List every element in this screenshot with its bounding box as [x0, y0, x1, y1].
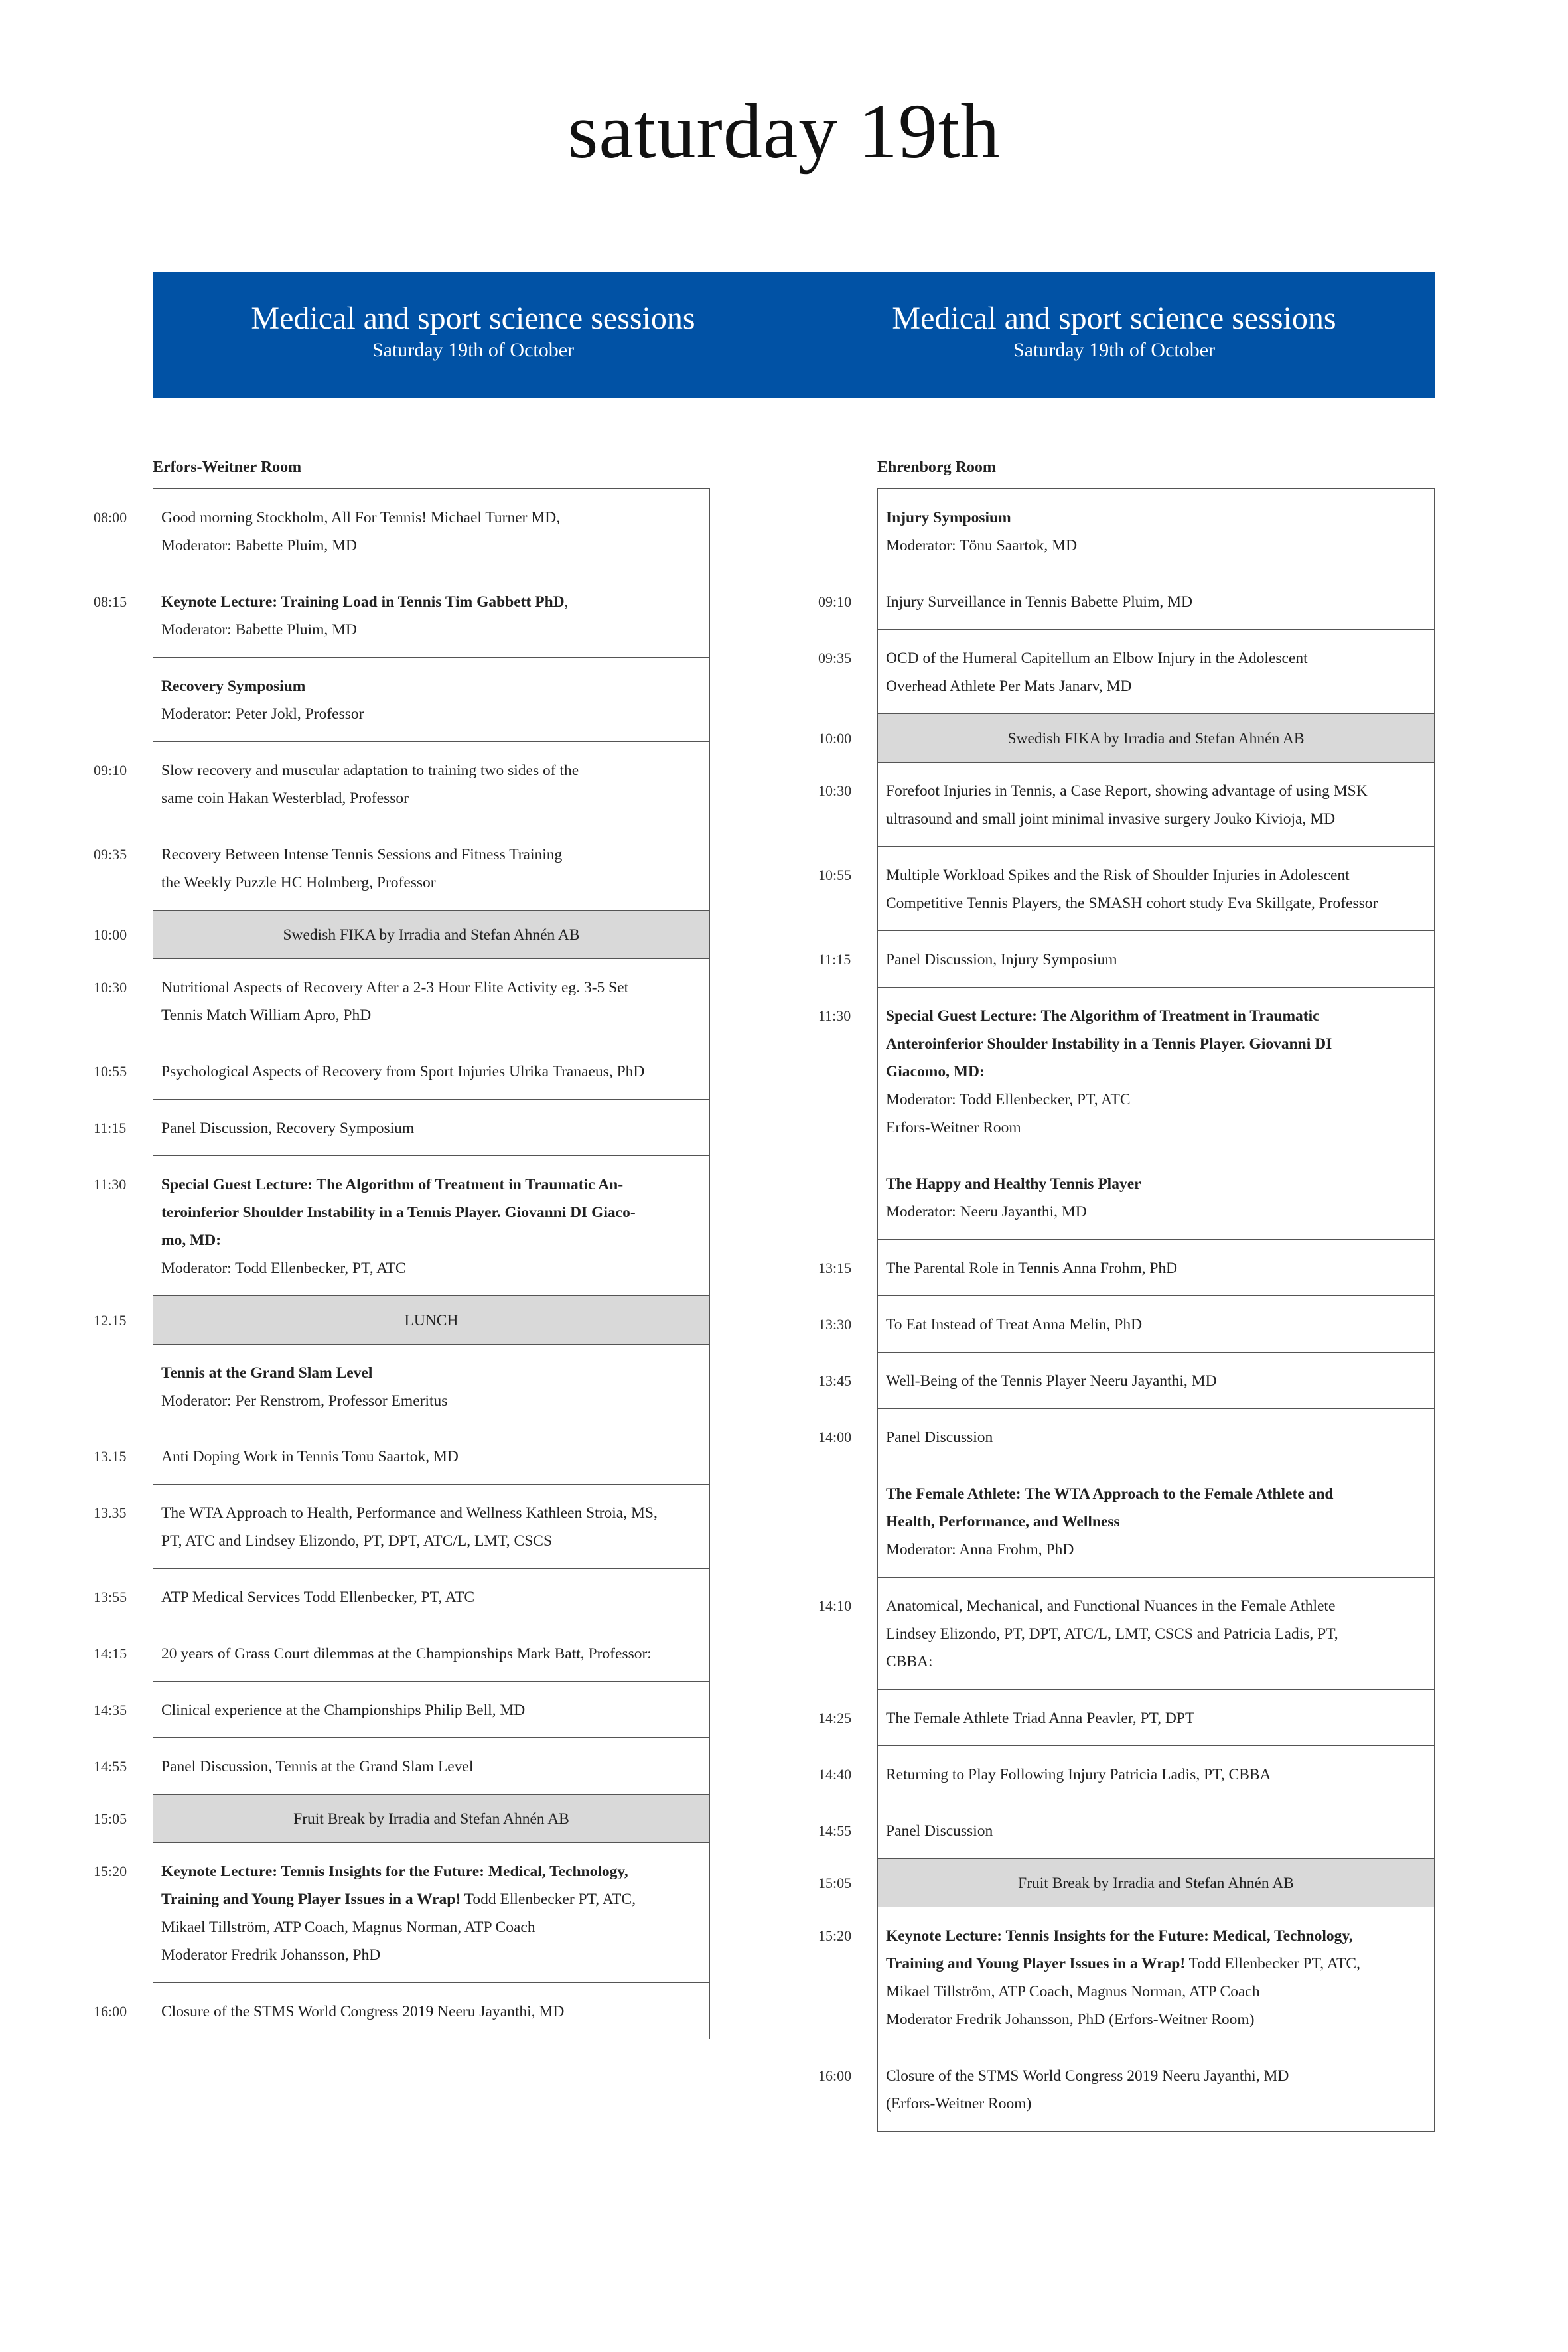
session-time: 14:10 — [818, 1597, 852, 1614]
session-time: 10:55 — [94, 1063, 127, 1080]
session-title: Giacomo, MD: — [886, 1063, 985, 1080]
session-line — [161, 1805, 701, 1833]
room-name: Ehrenborg Room — [877, 459, 996, 476]
session-title: Special Guest Lecture: The Algorithm of Treatment in Traumatic — [886, 1007, 1320, 1025]
schedule-row — [818, 987, 1434, 1155]
banner-right — [794, 300, 1435, 364]
session-title: Special Guest Lecture: The Algorithm of Treatment in Traumatic An- — [161, 1176, 624, 1193]
break-row — [818, 1858, 1434, 1907]
session-line — [886, 1704, 1426, 1732]
session-time: 09:35 — [818, 650, 852, 666]
session-line — [161, 616, 701, 644]
schedule-row — [818, 2047, 1434, 2131]
session-text: Overhead Athlete Per Mats Janarv, MD — [886, 678, 1132, 695]
session-line — [886, 1817, 1426, 1845]
session-text: The WTA Approach to Health, Performance and Wellness Kathleen Stroia, MS, — [161, 1505, 658, 1522]
session-time: 10:55 — [818, 867, 852, 883]
session-text: Good morning Stockholm, All For Tennis! Michael Turner MD, — [161, 509, 561, 526]
schedule-row — [94, 1982, 709, 2039]
schedule-table — [818, 488, 1435, 2132]
session-title: Training and Young Player Issues in a Wrap! — [886, 1955, 1186, 1972]
session-line — [161, 1058, 701, 1086]
session-line — [886, 1922, 1426, 1950]
schedule-row — [818, 1689, 1434, 1745]
session-line — [886, 1058, 1426, 1086]
session-text: Tennis Match William Apro, PhD — [161, 1007, 372, 1024]
banner-right-subtitle: Saturday 19th of October — [1013, 339, 1216, 361]
session-line — [161, 1499, 701, 1527]
schedule-row — [818, 1745, 1434, 1802]
session-line — [886, 532, 1426, 559]
session-time: 09:10 — [818, 593, 852, 610]
session-text: Todd Ellenbecker PT, ATC, — [461, 1891, 636, 1908]
session-title: Keynote Lecture: Tennis Insights for the Future: Medical, Technology, — [161, 1863, 628, 1880]
session-text: Panel Discussion, Injury Symposium — [886, 951, 1117, 968]
session-title: Recovery Symposium — [161, 678, 306, 695]
schedule-row — [153, 1344, 709, 1428]
session-title: The Female Athlete: The WTA Approach to the Female Athlete and — [886, 1485, 1334, 1503]
session-text: Anatomical, Mechanical, and Functional Nuances in the Female Athlete — [886, 1597, 1336, 1615]
session-title: Training and Young Player Issues in a Wrap! — [161, 1891, 461, 1908]
session-time: 12.15 — [94, 1312, 127, 1329]
session-text: Moderator: Per Renstrom, Professor Emeritus — [161, 1392, 448, 1410]
left-column — [93, 457, 710, 2039]
session-text: The Parental Role in Tennis Anna Frohm, PhD — [886, 1260, 1178, 1277]
session-text: Panel Discussion, Tennis at the Grand Slam Level — [161, 1758, 474, 1775]
session-text: Injury Surveillance in Tennis Babette Pluim, MD — [886, 593, 1192, 611]
session-time: 09:35 — [94, 846, 127, 863]
schedule-row — [94, 1568, 709, 1625]
session-line — [161, 672, 701, 700]
session-line — [161, 1885, 701, 1913]
session-line — [886, 1480, 1426, 1508]
schedule-row — [94, 1842, 709, 1982]
schedule-row — [818, 629, 1434, 713]
session-line — [161, 1583, 701, 1611]
schedule-row — [94, 741, 709, 826]
session-time: 13.35 — [94, 1505, 127, 1521]
session-text: ATP Medical Services Todd Ellenbecker, PT, ATC — [161, 1589, 475, 1606]
schedule-row — [818, 1352, 1434, 1408]
session-text: (Erfors-Weitner Room) — [886, 2095, 1032, 2112]
session-text: Panel Discussion — [886, 1429, 993, 1446]
session-text: Clinical experience at the Championships Philip Bell, MD — [161, 1702, 526, 1719]
session-text: LUNCH — [404, 1312, 459, 1329]
session-time: 15:20 — [94, 1863, 127, 1879]
session-text: Closure of the STMS World Congress 2019 Neeru Jayanthi, MD — [886, 2067, 1289, 2085]
session-text: PT, ATC and Lindsey Elizondo, PT, DPT, ATC/L, LMT, CSCS — [161, 1532, 553, 1550]
session-line — [886, 1002, 1426, 1030]
session-line — [161, 1307, 701, 1335]
session-line — [161, 1527, 701, 1555]
session-time: 10:30 — [818, 782, 852, 799]
session-text: , — [564, 593, 569, 611]
session-line — [161, 1254, 701, 1282]
session-title: Tennis at the Grand Slam Level — [161, 1364, 373, 1382]
session-text: Swedish FIKA by Irradia and Stefan Ahnén AB — [1007, 730, 1305, 747]
session-time: 14:55 — [818, 1822, 852, 1839]
session-text: Fruit Break by Irradia and Stefan Ahnén AB — [1018, 1875, 1294, 1892]
session-line — [161, 1753, 701, 1781]
session-time: 11:30 — [818, 1007, 851, 1024]
session-line — [886, 2006, 1426, 2033]
session-line — [886, 725, 1426, 753]
session-title: Keynote Lecture: Training Load in Tennis Tim Gabbett PhD — [161, 593, 565, 611]
session-line — [161, 1998, 701, 2025]
schedule-row — [818, 930, 1434, 987]
session-line — [886, 1030, 1426, 1058]
session-time: 14:40 — [818, 1766, 852, 1783]
schedule-row — [818, 1907, 1434, 2047]
session-text: Moderator: Babette Pluim, MD — [161, 537, 358, 554]
schedule-row — [94, 958, 709, 1043]
session-line — [886, 644, 1426, 672]
session-text: Anti Doping Work in Tennis Tonu Saartok, MD — [161, 1448, 459, 1465]
schedule-row — [818, 1408, 1434, 1465]
session-line — [886, 1536, 1426, 1564]
banner-left — [153, 300, 794, 364]
schedule-row — [94, 826, 709, 910]
schedule-row — [818, 1577, 1434, 1689]
session-line — [886, 504, 1426, 532]
session-time: 08:15 — [94, 593, 127, 610]
session-line — [886, 1086, 1426, 1114]
session-line — [161, 757, 701, 784]
session-time: 14:35 — [94, 1702, 127, 1718]
break-row — [818, 713, 1434, 762]
schedule-row — [878, 1155, 1434, 1239]
session-line — [161, 921, 701, 949]
schedule-row — [94, 1737, 709, 1794]
session-line — [161, 1443, 701, 1471]
session-text: the Weekly Puzzle HC Holmberg, Professor — [161, 874, 436, 891]
session-time: 11:15 — [94, 1120, 127, 1136]
session-text: Moderator: Babette Pluim, MD — [161, 621, 358, 638]
session-time: 11:30 — [94, 1176, 127, 1193]
session-line — [886, 946, 1426, 974]
session-text: Closure of the STMS World Congress 2019 Neeru Jayanthi, MD — [161, 2003, 565, 2020]
session-title: The Happy and Healthy Tennis Player — [886, 1175, 1141, 1193]
session-line — [161, 1171, 701, 1199]
schedule-row — [878, 489, 1434, 573]
schedule-row — [878, 1465, 1434, 1577]
session-line — [886, 2062, 1426, 2090]
session-line — [886, 777, 1426, 805]
page-title: saturday 19th — [567, 88, 1001, 175]
session-text: Panel Discussion, Recovery Symposium — [161, 1120, 415, 1137]
session-line — [886, 1424, 1426, 1451]
session-line — [161, 588, 701, 616]
session-text: The Female Athlete Triad Anna Peavler, PT, DPT — [886, 1710, 1195, 1727]
banner-right-title: Medical and sport science sessions — [892, 301, 1336, 336]
session-text: Well-Being of the Tennis Player Neeru Jayanthi, MD — [886, 1372, 1217, 1390]
schedule-row — [818, 762, 1434, 846]
session-title: Injury Symposium — [886, 509, 1011, 526]
session-line — [886, 672, 1426, 700]
session-title: Health, Performance, and Wellness — [886, 1513, 1120, 1530]
session-time: 15:05 — [94, 1810, 127, 1827]
session-line — [161, 1913, 701, 1941]
session-time: 13:55 — [94, 1589, 127, 1605]
session-line — [161, 504, 701, 532]
session-line — [161, 1226, 701, 1254]
session-text: Slow recovery and muscular adaptation to training two sides of the — [161, 762, 579, 779]
break-row — [94, 1295, 709, 1344]
session-time: 13:45 — [818, 1372, 852, 1389]
session-text: Moderator: Tönu Saartok, MD — [886, 537, 1078, 554]
session-text: Mikael Tillström, ATP Coach, Magnus Norman, ATP Coach — [886, 1983, 1260, 2000]
session-line — [161, 1359, 701, 1387]
schedule-row — [94, 1484, 709, 1568]
session-title: teroinferior Shoulder Instability in a Tennis Player. Giovanni DI Giaco- — [161, 1204, 636, 1221]
session-line — [161, 700, 701, 728]
session-line — [886, 1620, 1426, 1648]
session-text: Erfors-Weitner Room — [886, 1119, 1021, 1136]
session-line — [886, 805, 1426, 833]
session-time: 11:15 — [818, 951, 851, 968]
schedule-row — [94, 1155, 709, 1295]
session-time: 10:00 — [94, 926, 127, 943]
schedule-row — [818, 1295, 1434, 1352]
banner-left-subtitle: Saturday 19th of October — [372, 339, 575, 361]
session-text: 20 years of Grass Court dilemmas at the Championships Mark Batt, Professor: — [161, 1645, 652, 1662]
session-time: 10:30 — [94, 979, 127, 995]
session-time: 14:00 — [818, 1429, 852, 1445]
session-text: Panel Discussion — [886, 1822, 993, 1840]
session-line — [161, 1114, 701, 1142]
schedule-row — [818, 1239, 1434, 1295]
schedule-row — [94, 1043, 709, 1099]
session-time: 14:55 — [94, 1758, 127, 1775]
room-name: Erfors-Weitner Room — [153, 459, 302, 476]
session-text: CBBA: — [886, 1653, 933, 1670]
schedule-row — [94, 489, 709, 573]
session-text: Fruit Break by Irradia and Stefan Ahnén AB — [293, 1810, 569, 1828]
session-line — [886, 1648, 1426, 1676]
session-title: Anteroinferior Shoulder Instability in a Tennis Player. Giovanni DI — [886, 1035, 1332, 1053]
session-line — [886, 1592, 1426, 1620]
session-time: 10:00 — [818, 730, 852, 747]
session-text: Swedish FIKA by Irradia and Stefan Ahnén AB — [283, 926, 580, 944]
session-line — [886, 1367, 1426, 1395]
session-text: Psychological Aspects of Recovery from Sport Injuries Ulrika Tranaeus, PhD — [161, 1063, 645, 1080]
break-row — [94, 910, 709, 958]
session-line — [161, 869, 701, 897]
schedule-row — [818, 573, 1434, 629]
session-line — [161, 1640, 701, 1668]
session-line — [886, 1978, 1426, 2006]
session-time: 15:20 — [818, 1927, 852, 1944]
schedule-row — [94, 1625, 709, 1681]
session-time: 08:00 — [94, 509, 127, 526]
session-text: To Eat Instead of Treat Anna Melin, PhD — [886, 1316, 1143, 1333]
session-text: Lindsey Elizondo, PT, DPT, ATC/L, LMT, CSCS and Patricia Ladis, PT, — [886, 1625, 1338, 1643]
session-title: mo, MD: — [161, 1232, 222, 1249]
schedule-row — [94, 1681, 709, 1737]
session-text: Forefoot Injuries in Tennis, a Case Report, showing advantage of using MSK — [886, 782, 1368, 800]
session-line — [161, 532, 701, 559]
session-line — [161, 974, 701, 1001]
session-text: Moderator: Todd Ellenbecker, PT, ATC — [886, 1091, 1131, 1108]
session-text: Multiple Workload Spikes and the Risk of Shoulder Injuries in Adolescent — [886, 867, 1350, 884]
session-time: 13.15 — [94, 1448, 127, 1465]
session-text: OCD of the Humeral Capitellum an Elbow Injury in the Adolescent — [886, 650, 1308, 667]
session-line — [161, 1696, 701, 1724]
break-row — [94, 1794, 709, 1842]
session-line — [886, 2090, 1426, 2118]
session-text: Todd Ellenbecker PT, ATC, — [1185, 1955, 1360, 1972]
session-line — [886, 1254, 1426, 1282]
schedule-row — [94, 1099, 709, 1155]
session-text: Moderator Fredrik Johansson, PhD (Erfors-Weitner Room) — [886, 2011, 1255, 2028]
session-line — [886, 1114, 1426, 1141]
session-line — [886, 1870, 1426, 1897]
session-text: ultrasound and small joint minimal invasive surgery Jouko Kivioja, MD — [886, 810, 1336, 828]
session-time: 09:10 — [94, 762, 127, 778]
schedule-table — [94, 488, 710, 2039]
session-text: Moderator: Neeru Jayanthi, MD — [886, 1203, 1087, 1220]
session-line — [161, 1387, 701, 1415]
session-text: Moderator Fredrik Johansson, PhD — [161, 1947, 381, 1964]
session-time: 13:30 — [818, 1316, 852, 1333]
session-line — [161, 1858, 701, 1885]
session-text: Moderator: Anna Frohm, PhD — [886, 1541, 1074, 1558]
session-banner — [153, 272, 1435, 398]
session-time: 16:00 — [818, 2067, 852, 2084]
session-line — [886, 1198, 1426, 1226]
session-time: 14:25 — [818, 1710, 852, 1726]
session-time: 14:15 — [94, 1645, 127, 1662]
right-column — [818, 457, 1435, 2132]
schedule-row — [818, 1802, 1434, 1858]
session-title: Keynote Lecture: Tennis Insights for the Future: Medical, Technology, — [886, 1927, 1353, 1945]
session-line — [161, 1199, 701, 1226]
session-line — [886, 588, 1426, 616]
session-text: Nutritional Aspects of Recovery After a 2-3 Hour Elite Activity eg. 3-5 Set — [161, 979, 629, 996]
session-text: Recovery Between Intense Tennis Sessions and Fitness Training — [161, 846, 563, 863]
schedule-row — [818, 846, 1434, 930]
session-line — [886, 861, 1426, 889]
session-line — [886, 1508, 1426, 1536]
session-line — [161, 841, 701, 869]
session-text: Moderator: Todd Ellenbecker, PT, ATC — [161, 1260, 406, 1277]
session-time: 13:15 — [818, 1260, 852, 1276]
schedule-row — [94, 1428, 709, 1484]
session-time: 16:00 — [94, 2003, 127, 2020]
session-line — [886, 1170, 1426, 1198]
session-line — [886, 889, 1426, 917]
session-text: Returning to Play Following Injury Patricia Ladis, PT, CBBA — [886, 1766, 1271, 1783]
session-line — [886, 1950, 1426, 1978]
session-text: Competitive Tennis Players, the SMASH cohort study Eva Skillgate, Professor — [886, 895, 1378, 912]
session-line — [161, 784, 701, 812]
session-time: 15:05 — [818, 1875, 852, 1891]
session-line — [886, 1311, 1426, 1339]
session-line — [886, 1761, 1426, 1789]
schedule-row — [94, 573, 709, 657]
session-text: Mikael Tillström, ATP Coach, Magnus Norman, ATP Coach — [161, 1919, 535, 1936]
session-line — [161, 1941, 701, 1969]
schedule-row — [153, 657, 709, 741]
banner-left-title: Medical and sport science sessions — [251, 301, 695, 336]
session-text: same coin Hakan Westerblad, Professor — [161, 790, 409, 807]
session-text: Moderator: Peter Jokl, Professor — [161, 705, 364, 723]
session-line — [161, 1001, 701, 1029]
